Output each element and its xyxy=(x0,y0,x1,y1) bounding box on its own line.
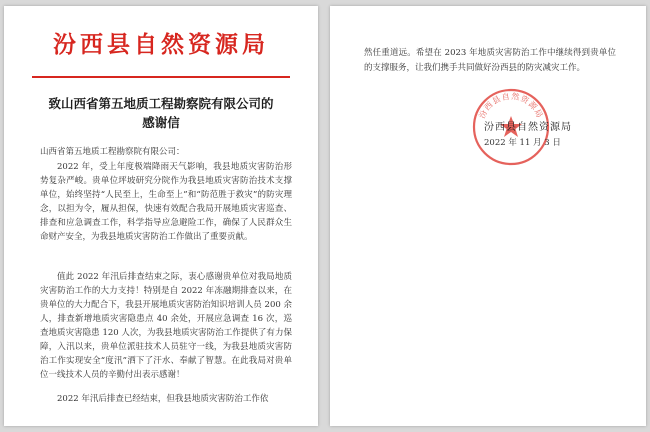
seal-text: 汾西县自然资源局 xyxy=(477,91,545,120)
svg-text:汾西县自然资源局 xyxy=(477,91,545,120)
closing-body: 希望在 2023 年地质灾害防治工作中继续得到贵单位的支撑服务，让我们携手共同做好汾西县的防灾减灾工作。 xyxy=(364,48,616,73)
closing-paragraph xyxy=(364,46,616,76)
closing-continuation: 然任重道远。 xyxy=(364,48,416,58)
paragraph-3: 2022 年汛后排查已经结束，但我县地质灾害防治工作依 xyxy=(57,394,269,404)
salutation: 山西省第五地质工程勘察院有限公司： xyxy=(40,147,185,157)
letterhead-divider xyxy=(32,76,290,78)
letter-title-line-1: 致山西省第五地质工程勘察院有限公司的 xyxy=(48,96,274,111)
signature-date: 2022 年 11 月 3 日 xyxy=(484,138,561,148)
letter-page-right xyxy=(330,6,646,426)
letter-page-left xyxy=(4,6,318,426)
paragraph-2: 值此 2022 年汛后排查结束之际，衷心感谢贵单位对我局地质灾害防治工作的大力支持！特别是自 2022 年冻融期排查以来，在贵单位的大力配合下，我县开展地质灾害防治知识培训人员 200 余人，排查新增地质灾害隐患点 40 余处，开展应急调查 16 次，巡查地质灾害隐患 120 人次，为我县地质灾害防治工作提供了有力保障，入汛以来，贵单位派驻技术人员驻守一线，为我县地质灾害防治工作实现安全“度汛”洒下了汗水、奉献了智慧。在此我局对贵单位一线技术人员的辛勤付出表示感谢！ xyxy=(40,272,292,380)
letter-title xyxy=(4,94,318,132)
letter-title-line-2: 感谢信 xyxy=(142,115,180,130)
signature-organization: 汾西县自然资源局 xyxy=(484,122,572,133)
paragraph-1: 2022 年，受上年度极端降雨天气影响，我县地质灾害防治形势复杂严峻。贵单位坪坡研究分院作为我县地质灾害防治技术支撑单位，始终坚持“人民至上，生命至上”和“防范胜于救灾”的防灾理念，以担为令，履从担保，快速有效配合我局开展地质灾害巡查、排查和应急调查工作，科学指导应急避险工作，确保了人民群众生命财产安全，为我县地质灾害防治工作做出了重要贡献。 xyxy=(40,162,292,242)
letterhead: 汾西县自然资源局 xyxy=(53,31,269,58)
